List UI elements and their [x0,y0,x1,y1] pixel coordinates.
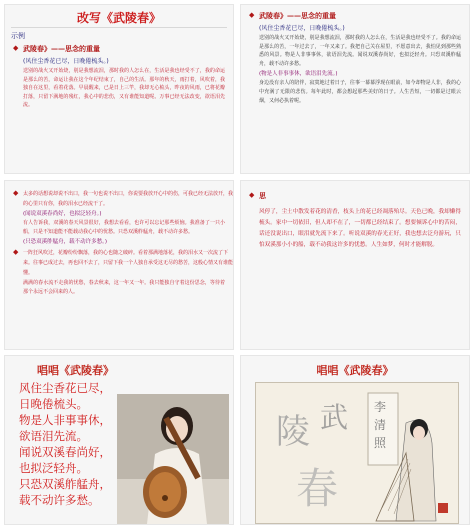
bullet-icon: ◆ [13,44,19,52]
example-label: 示例 [11,32,25,40]
body-text: 太多的话想说却说不出口，我一句也说不出口，你说要我放开心中的伤，可我已经无法放开，我的心里只有你，我的泪水已经流干了。 [23,191,234,207]
section-heading-text: 武陵春》——思念的重量 [23,45,100,53]
divider [11,27,227,28]
highlight-quote-2: (只恐双溪舴艋舟，载不动许多愁。) [23,239,108,246]
section-heading [241,191,469,201]
poem-line: 欲语泪先流。 [19,429,88,443]
art-char-ling: 陵 [276,412,310,452]
body-text-4: 满满的春水流不走我的忧愁，春去秋来，这一年又一年。我只能独自守着这份思念，等待着那个永远不会回来的人。 [23,280,225,295]
painting [255,382,459,524]
poem-line: 物是人非事事休， [19,413,111,427]
body-text-2: 有人告诉我，双溪的春天风景很好，我想去看看，也许可以忘记那些烦恼。我准备了一只小船，只是不知道能不能载动我心中的忧愁。只恐双溪舴艋舟，载不动许多愁。 [23,220,225,235]
slide-6[interactable] [240,355,470,525]
section-heading-text: 武陵春》——思念的重量 [259,12,336,20]
poem [19,380,111,508]
section-heading-text: 思 [259,192,266,200]
slide-1[interactable] [4,4,234,174]
poem-line: 风住尘香花已尽， [19,381,111,395]
slide-5[interactable] [4,355,234,525]
slide-2[interactable] [240,4,470,174]
pipa-player-photo [117,394,229,524]
art-char-wu: 武 [320,401,349,434]
seal-char: 李 [374,400,387,414]
slide-3[interactable] [4,180,234,350]
slide-4[interactable] [240,180,470,350]
slide-title: 唱唱《武陵春》 [37,364,114,377]
highlight-quote: (闻说双溪春尚好，也拟泛轻舟。) [23,211,102,218]
section-heading [241,11,469,21]
bullet-icon: ◆ [249,11,255,19]
slide-title: 唱唱《武陵春》 [316,364,394,377]
poem-line: 只恐双溪舴艋舟， [19,477,111,491]
highlight-quote: (物是人非事事休，欲语泪先流。) [259,71,338,78]
bullet-icon: ◆ [13,248,19,257]
section-heading [5,189,233,208]
red-seal-stamp [438,503,448,513]
seal-char: 照 [374,436,387,450]
art-char-chun: 春 [296,464,339,513]
poem-line: 也拟泛轻舟。 [19,461,88,475]
section-heading-2 [5,248,233,277]
quote-note: (风住尘香花已尽，日晚倦梳头。) [23,58,109,65]
slide-title: 改写《武陵春》 [76,11,161,25]
bullet-icon: ◆ [13,189,19,197]
poem-line: 日晚倦梳头。 [19,397,88,411]
body-text: 风停了，尘土中散发着花的清香，枝头上的花已经凋落殆尽。天色已晚，我却懒得梳头。家中一切依旧，但人却不在了，一切都已经结束了。想要倾诉心中的苦闷，话还没说出口，眼泪就先流下来了。听说双溪的春光正好，我也想去泛舟游玩，只怕双溪那小小的船，载不动我这许多的忧愁。人生如梦，何时才能解脱。 [259,209,461,248]
body-text: 送别的战火又开始烧，别是我想流泪，那时我的人怎么在，生活是我也经受不了，我的命运是那么的苦，命运让我在这个年纪结束了，自己的生活。那年的秋天，雨打着，风吹着，我独自在这里，看着花落。早晨醒来，已是日上三竿，我却无心梳头，昨夜的风雨，已将花瓣打落，只留下满地的残红，我心中的悲伤，又有谁能知道呢。万事已经无法改变，欲语泪先流。 [23,68,225,109]
seal-char: 清 [374,418,387,432]
body-text: 送别的战火又开始烧，别是我想流泪，那时我的人怎么在，生活是我也经受不了。我的命运是那么的苦，一年过去了，一年又来了。我把自己关在屋里，不愿意出去，我怕见到那些熟悉的风景。物是人非事事休，欲语泪先流。闻说双溪春尚好，也拟泛轻舟。只恐双溪舴艋舟，载不动许多愁。 [259,35,461,67]
poem-line: 闻说双溪春尚好， [19,445,111,459]
section-heading [5,44,233,54]
quote-note: (风住尘香花已尽，日晚倦梳头。) [259,25,345,32]
bullet-icon: ◆ [249,191,255,199]
body-text-3: 一阵狂风吹过，花瓣纷纷飘落，我的心也随之破碎。看着那满地落花，我的泪水又一次流了下来。往事已成过去，再也回不去了，只留下我一个人独自承受这无尽的愁苦，这般心情又有谁能懂。 [23,250,234,276]
body-text-2: 身边没有亲人的陪伴，寂寞地过着日子，往事一幕幕浮现在眼前，如今却物是人非，我的心中充满了无限的悲伤。每年此时，都会想起那些美好的日子。人生苦短，一切都是过眼云烟，又何必执着呢。 [259,80,461,104]
poem-line: 载不动许多愁。 [19,493,100,507]
